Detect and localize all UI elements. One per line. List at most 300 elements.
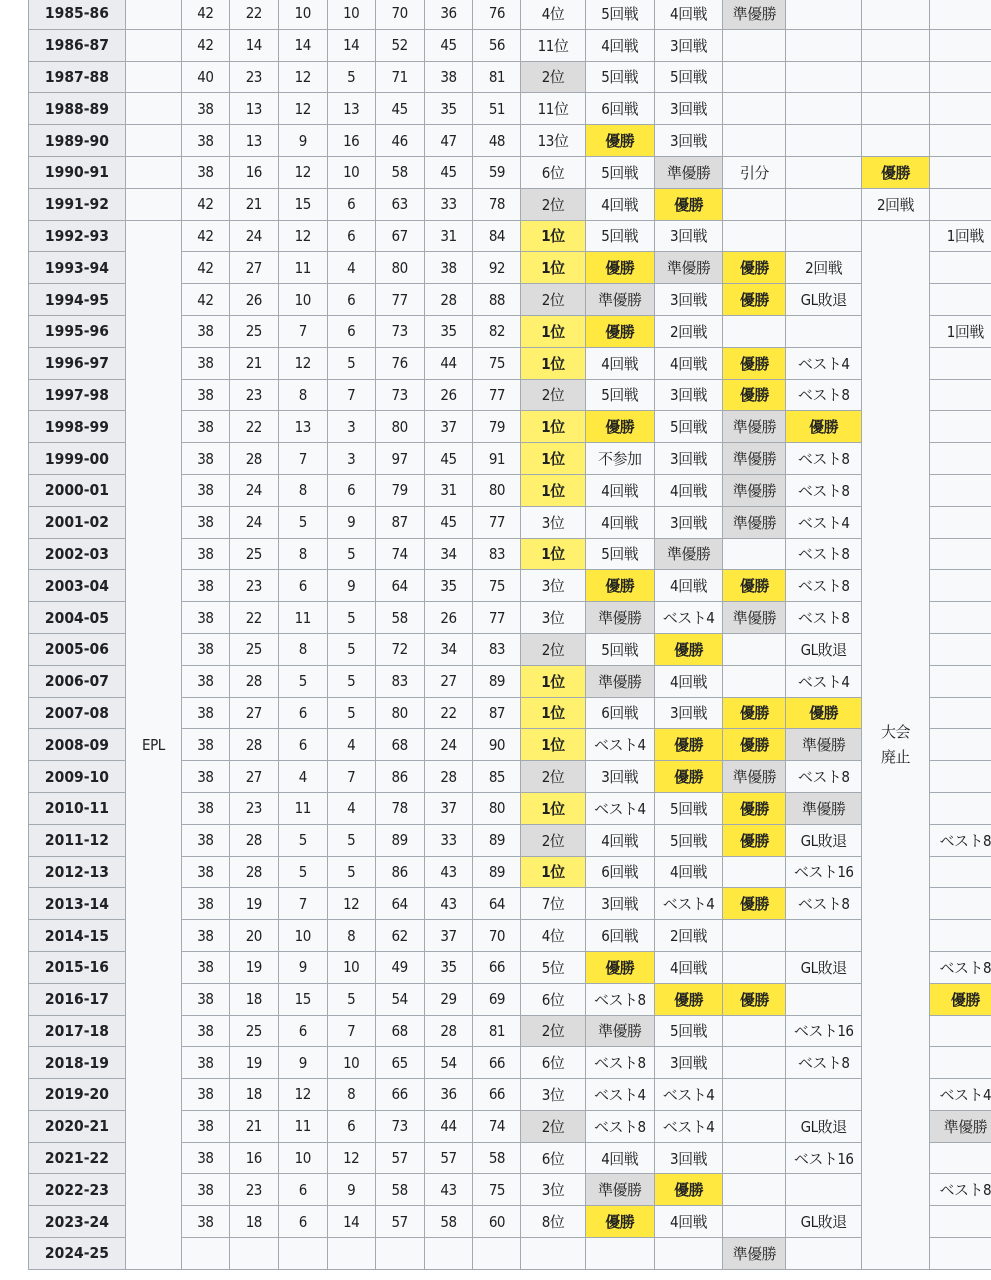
community-shield-result — [723, 1079, 786, 1111]
league-cup-result: 2回戦 — [654, 315, 722, 347]
stat-d: 4 — [278, 761, 327, 793]
other-cup-result — [930, 792, 991, 824]
season-cell: 2013-14 — [29, 888, 126, 920]
stat-w: 21 — [229, 347, 278, 379]
stat-pts: 81 — [473, 1015, 521, 1047]
stat-ga: 26 — [424, 602, 473, 634]
stat-l: 7 — [327, 379, 375, 411]
stat-ga: 44 — [424, 1110, 473, 1142]
stat-ga — [424, 1238, 473, 1270]
stat-p: 38 — [181, 156, 229, 188]
season-cell: 2009-10 — [29, 761, 126, 793]
season-cell: 2017-18 — [29, 1015, 126, 1047]
stat-pts: 74 — [473, 1110, 521, 1142]
stat-d: 8 — [278, 538, 327, 570]
european-cup-result: 準優勝 — [786, 729, 861, 761]
stat-d: 6 — [278, 1206, 327, 1238]
league-position: 1位 — [521, 538, 585, 570]
other-cup-result — [930, 570, 991, 602]
stat-pts: 91 — [473, 443, 521, 475]
community-shield-result: 準優勝 — [723, 0, 786, 29]
stat-d: 12 — [278, 156, 327, 188]
league-position: 2位 — [521, 61, 585, 93]
stat-l: 3 — [327, 443, 375, 475]
community-shield-result — [723, 1015, 786, 1047]
european-cup-result — [786, 0, 861, 29]
european-cup-result — [786, 983, 861, 1015]
european-cup-result — [786, 156, 861, 188]
table-row — [29, 220, 991, 252]
stat-gf: 65 — [375, 1047, 424, 1079]
stat-l: 5 — [327, 538, 375, 570]
stat-p: 38 — [181, 125, 229, 157]
community-shield-result — [723, 951, 786, 983]
stat-p: 38 — [181, 729, 229, 761]
season-cell: 1992-93 — [29, 220, 126, 252]
stat-p: 38 — [181, 951, 229, 983]
league-cup-result: ベスト4 — [654, 1079, 722, 1111]
stat-gf: 58 — [375, 602, 424, 634]
stat-p: 38 — [181, 1142, 229, 1174]
league-position: 5位 — [521, 951, 585, 983]
european-cup-result: GL敗退 — [786, 951, 861, 983]
community-shield-result: 優勝 — [723, 729, 786, 761]
community-shield-result — [723, 1110, 786, 1142]
season-cell: 1999-00 — [29, 443, 126, 475]
league-position: 2位 — [521, 284, 585, 316]
fa-cup-result: 5回戦 — [585, 156, 654, 188]
cup-winners-cup-result — [861, 0, 929, 29]
stat-pts: 77 — [473, 506, 521, 538]
league-cup-result: 5回戦 — [654, 1015, 722, 1047]
stat-ga: 38 — [424, 61, 473, 93]
european-cup-result: ベスト8 — [786, 1047, 861, 1079]
stat-d: 11 — [278, 1110, 327, 1142]
stat-p: 38 — [181, 602, 229, 634]
stat-ga: 43 — [424, 888, 473, 920]
stat-p: 38 — [181, 506, 229, 538]
fa-cup-result: 準優勝 — [585, 1015, 654, 1047]
fa-cup-result: 準優勝 — [585, 1174, 654, 1206]
other-cup-result — [930, 538, 991, 570]
season-cell: 1994-95 — [29, 284, 126, 316]
stat-ga: 44 — [424, 347, 473, 379]
stat-w: 23 — [229, 379, 278, 411]
stat-ga: 35 — [424, 951, 473, 983]
other-cup-result: 1回戦 — [930, 315, 991, 347]
stat-l: 7 — [327, 761, 375, 793]
league-cup-result: 4回戦 — [654, 665, 722, 697]
league-position: 1位 — [521, 443, 585, 475]
stat-l: 6 — [327, 315, 375, 347]
other-cup-result — [930, 1206, 991, 1238]
league-cup-result: 4回戦 — [654, 570, 722, 602]
stat-l: 16 — [327, 125, 375, 157]
league-cell — [125, 188, 181, 220]
fa-cup-result: 4回戦 — [585, 29, 654, 61]
other-cup-result — [930, 920, 991, 952]
season-cell: 2001-02 — [29, 506, 126, 538]
league-position: 2位 — [521, 1110, 585, 1142]
table-row — [29, 156, 991, 188]
league-position: 1位 — [521, 474, 585, 506]
stat-l: 5 — [327, 665, 375, 697]
stat-w: 26 — [229, 284, 278, 316]
season-cell: 2008-09 — [29, 729, 126, 761]
stat-d: 6 — [278, 729, 327, 761]
league-epl-cell: EPL — [125, 220, 181, 1269]
stat-p: 38 — [181, 761, 229, 793]
cup-winners-cup-result — [861, 93, 929, 125]
stat-pts: 48 — [473, 125, 521, 157]
stat-p: 42 — [181, 284, 229, 316]
stat-d — [278, 1238, 327, 1270]
stat-ga: 43 — [424, 856, 473, 888]
stat-d: 7 — [278, 888, 327, 920]
other-cup-result — [930, 29, 991, 61]
fa-cup-result — [585, 1238, 654, 1270]
league-position: 3位 — [521, 506, 585, 538]
european-cup-result: ベスト8 — [786, 443, 861, 475]
fa-cup-result: 優勝 — [585, 951, 654, 983]
community-shield-result — [723, 1047, 786, 1079]
stat-w: 14 — [229, 29, 278, 61]
community-shield-result: 準優勝 — [723, 602, 786, 634]
stat-l: 4 — [327, 729, 375, 761]
stat-ga: 28 — [424, 284, 473, 316]
other-cup-result: 1回戦 — [930, 220, 991, 252]
league-position — [521, 1238, 585, 1270]
stat-pts: 76 — [473, 0, 521, 29]
stat-ga: 35 — [424, 570, 473, 602]
stat-pts: 60 — [473, 1206, 521, 1238]
stat-l: 5 — [327, 983, 375, 1015]
stat-pts: 80 — [473, 474, 521, 506]
stat-l: 7 — [327, 1015, 375, 1047]
stat-d: 6 — [278, 570, 327, 602]
other-cup-result — [930, 347, 991, 379]
table-body — [29, 0, 991, 1269]
stat-w: 19 — [229, 951, 278, 983]
league-cup-result: 3回戦 — [654, 125, 722, 157]
league-cup-result: 3回戦 — [654, 443, 722, 475]
stat-w: 18 — [229, 1079, 278, 1111]
league-cup-result: 準優勝 — [654, 538, 722, 570]
fa-cup-result: ベスト8 — [585, 1110, 654, 1142]
season-cell: 2016-17 — [29, 983, 126, 1015]
stat-w: 20 — [229, 920, 278, 952]
stat-ga: 58 — [424, 1206, 473, 1238]
stat-w: 27 — [229, 252, 278, 284]
community-shield-result: 優勝 — [723, 983, 786, 1015]
season-cell: 2018-19 — [29, 1047, 126, 1079]
league-cell — [125, 156, 181, 188]
stat-gf: 70 — [375, 0, 424, 29]
european-cup-result: ベスト4 — [786, 665, 861, 697]
stat-d: 14 — [278, 29, 327, 61]
league-position: 13位 — [521, 125, 585, 157]
stat-ga: 57 — [424, 1142, 473, 1174]
league-cup-result: 準優勝 — [654, 156, 722, 188]
stat-ga: 38 — [424, 252, 473, 284]
fa-cup-result: 4回戦 — [585, 824, 654, 856]
community-shield-result: 優勝 — [723, 888, 786, 920]
community-shield-result: 優勝 — [723, 570, 786, 602]
stat-w: 21 — [229, 188, 278, 220]
stat-p: 42 — [181, 188, 229, 220]
stat-p: 38 — [181, 1047, 229, 1079]
league-position: 4位 — [521, 920, 585, 952]
other-cup-result — [930, 1238, 991, 1270]
league-cup-result: ベスト4 — [654, 602, 722, 634]
other-cup-result — [930, 0, 991, 29]
stat-ga: 45 — [424, 506, 473, 538]
league-cup-result: ベスト4 — [654, 888, 722, 920]
european-cup-result: ベスト8 — [786, 538, 861, 570]
fa-cup-result: 3回戦 — [585, 888, 654, 920]
stat-p: 38 — [181, 824, 229, 856]
fa-cup-result: ベスト8 — [585, 1047, 654, 1079]
stat-l: 4 — [327, 792, 375, 824]
stat-gf: 62 — [375, 920, 424, 952]
fa-cup-result: 3回戦 — [585, 761, 654, 793]
league-cup-result: 5回戦 — [654, 61, 722, 93]
stat-p: 38 — [181, 856, 229, 888]
other-cup-result — [930, 1142, 991, 1174]
season-cell: 2011-12 — [29, 824, 126, 856]
stat-gf: 57 — [375, 1142, 424, 1174]
season-cell: 1998-99 — [29, 411, 126, 443]
season-cell: 1986-87 — [29, 29, 126, 61]
community-shield-result — [723, 315, 786, 347]
season-cell: 2000-01 — [29, 474, 126, 506]
stat-w: 23 — [229, 570, 278, 602]
community-shield-result: 優勝 — [723, 824, 786, 856]
stat-d: 10 — [278, 0, 327, 29]
stat-l: 14 — [327, 29, 375, 61]
stat-p: 38 — [181, 1174, 229, 1206]
season-cell: 1987-88 — [29, 61, 126, 93]
stat-w: 25 — [229, 315, 278, 347]
stat-w: 28 — [229, 729, 278, 761]
stat-pts: 89 — [473, 665, 521, 697]
stat-w: 28 — [229, 665, 278, 697]
league-cup-result: 4回戦 — [654, 0, 722, 29]
table-row — [29, 93, 991, 125]
stat-ga: 37 — [424, 411, 473, 443]
stat-ga: 34 — [424, 633, 473, 665]
community-shield-result — [723, 1174, 786, 1206]
season-cell: 1985-86 — [29, 0, 126, 29]
stat-p: 38 — [181, 443, 229, 475]
stat-pts: 89 — [473, 856, 521, 888]
stat-d: 9 — [278, 951, 327, 983]
league-cup-result: 3回戦 — [654, 220, 722, 252]
league-cup-result: 3回戦 — [654, 29, 722, 61]
fa-cup-result: 準優勝 — [585, 602, 654, 634]
stat-pts — [473, 1238, 521, 1270]
season-results-table — [28, 0, 991, 1270]
community-shield-result: 準優勝 — [723, 411, 786, 443]
other-cup-result — [930, 61, 991, 93]
table-row — [29, 61, 991, 93]
european-cup-result: 準優勝 — [786, 792, 861, 824]
league-cup-result: 優勝 — [654, 983, 722, 1015]
european-cup-result — [786, 920, 861, 952]
league-position: 3位 — [521, 1174, 585, 1206]
stat-l: 9 — [327, 570, 375, 602]
fa-cup-result: 準優勝 — [585, 284, 654, 316]
fa-cup-result: 優勝 — [585, 125, 654, 157]
stat-ga: 35 — [424, 315, 473, 347]
stat-pts: 69 — [473, 983, 521, 1015]
european-cup-result — [786, 29, 861, 61]
abolished-label-line1: 大会 — [881, 722, 911, 741]
stat-d: 11 — [278, 792, 327, 824]
european-cup-result: ベスト8 — [786, 761, 861, 793]
stat-w: 18 — [229, 1206, 278, 1238]
stat-d: 13 — [278, 411, 327, 443]
league-position: 1位 — [521, 252, 585, 284]
stat-gf: 73 — [375, 379, 424, 411]
league-cup-result: 3回戦 — [654, 379, 722, 411]
european-cup-result: GL敗退 — [786, 1206, 861, 1238]
stat-pts: 66 — [473, 951, 521, 983]
league-cup-result: ベスト4 — [654, 1110, 722, 1142]
community-shield-result: 準優勝 — [723, 474, 786, 506]
stat-d: 11 — [278, 602, 327, 634]
stat-ga: 34 — [424, 538, 473, 570]
stat-gf: 67 — [375, 220, 424, 252]
league-position: 3位 — [521, 570, 585, 602]
season-cell: 1993-94 — [29, 252, 126, 284]
stat-ga: 36 — [424, 1079, 473, 1111]
stat-d: 8 — [278, 474, 327, 506]
stat-d: 12 — [278, 61, 327, 93]
stat-w: 25 — [229, 538, 278, 570]
stat-pts: 70 — [473, 920, 521, 952]
season-cell: 2006-07 — [29, 665, 126, 697]
stat-w: 23 — [229, 792, 278, 824]
league-cup-result: 5回戦 — [654, 824, 722, 856]
league-position: 6位 — [521, 156, 585, 188]
league-position: 3位 — [521, 602, 585, 634]
stat-ga: 45 — [424, 443, 473, 475]
stat-w: 19 — [229, 1047, 278, 1079]
community-shield-result: 引分 — [723, 156, 786, 188]
stat-pts: 51 — [473, 93, 521, 125]
league-position: 6位 — [521, 1142, 585, 1174]
stat-p: 38 — [181, 633, 229, 665]
other-cup-result: ベスト8 — [930, 951, 991, 983]
european-cup-result: 優勝 — [786, 697, 861, 729]
stat-p: 42 — [181, 220, 229, 252]
community-shield-result: 優勝 — [723, 697, 786, 729]
league-cup-result: 優勝 — [654, 729, 722, 761]
stat-d: 7 — [278, 443, 327, 475]
european-cup-result: ベスト8 — [786, 570, 861, 602]
european-cup-result: ベスト4 — [786, 347, 861, 379]
fa-cup-result: 5回戦 — [585, 379, 654, 411]
stat-l: 5 — [327, 824, 375, 856]
stat-ga: 35 — [424, 93, 473, 125]
stat-ga: 28 — [424, 761, 473, 793]
stat-p: 38 — [181, 474, 229, 506]
season-cell: 1997-98 — [29, 379, 126, 411]
league-cell — [125, 93, 181, 125]
community-shield-result: 優勝 — [723, 347, 786, 379]
stat-d: 11 — [278, 252, 327, 284]
stat-gf: 97 — [375, 443, 424, 475]
table-row — [29, 0, 991, 29]
fa-cup-result: ベスト4 — [585, 729, 654, 761]
season-cell: 1991-92 — [29, 188, 126, 220]
fa-cup-result: 5回戦 — [585, 0, 654, 29]
league-position: 1位 — [521, 792, 585, 824]
season-cell: 2004-05 — [29, 602, 126, 634]
stat-ga: 27 — [424, 665, 473, 697]
stat-d: 6 — [278, 1174, 327, 1206]
season-cell: 1990-91 — [29, 156, 126, 188]
stat-d: 5 — [278, 824, 327, 856]
stat-l: 8 — [327, 920, 375, 952]
stat-ga: 28 — [424, 1015, 473, 1047]
other-cup-result — [930, 379, 991, 411]
league-position: 1位 — [521, 315, 585, 347]
community-shield-result — [723, 125, 786, 157]
stat-pts: 92 — [473, 252, 521, 284]
fa-cup-result: ベスト4 — [585, 1079, 654, 1111]
fa-cup-result: 6回戦 — [585, 856, 654, 888]
stat-gf: 46 — [375, 125, 424, 157]
community-shield-result — [723, 61, 786, 93]
stat-pts: 64 — [473, 888, 521, 920]
other-cup-result: ベスト8 — [930, 824, 991, 856]
community-shield-result: 準優勝 — [723, 506, 786, 538]
league-position: 1位 — [521, 665, 585, 697]
season-cell: 2022-23 — [29, 1174, 126, 1206]
stat-l: 10 — [327, 951, 375, 983]
stat-l: 12 — [327, 888, 375, 920]
stat-pts: 81 — [473, 61, 521, 93]
other-cup-result — [930, 697, 991, 729]
season-cell: 1989-90 — [29, 125, 126, 157]
league-cup-result: 準優勝 — [654, 252, 722, 284]
season-cell: 2021-22 — [29, 1142, 126, 1174]
league-cup-result: 4回戦 — [654, 951, 722, 983]
league-cup-result: 4回戦 — [654, 474, 722, 506]
stat-pts: 77 — [473, 379, 521, 411]
fa-cup-result: ベスト8 — [585, 983, 654, 1015]
european-cup-result — [786, 220, 861, 252]
stat-p: 42 — [181, 0, 229, 29]
community-shield-result: 優勝 — [723, 252, 786, 284]
other-cup-result — [930, 474, 991, 506]
season-cell: 2007-08 — [29, 697, 126, 729]
stat-l: 6 — [327, 220, 375, 252]
stat-gf: 86 — [375, 761, 424, 793]
stat-gf: 80 — [375, 697, 424, 729]
community-shield-result — [723, 1142, 786, 1174]
stat-p: 38 — [181, 93, 229, 125]
stat-w: 23 — [229, 1174, 278, 1206]
other-cup-result — [930, 761, 991, 793]
other-cup-result — [930, 665, 991, 697]
stat-l — [327, 1238, 375, 1270]
league-position: 1位 — [521, 697, 585, 729]
other-cup-result — [930, 284, 991, 316]
european-cup-result — [786, 188, 861, 220]
